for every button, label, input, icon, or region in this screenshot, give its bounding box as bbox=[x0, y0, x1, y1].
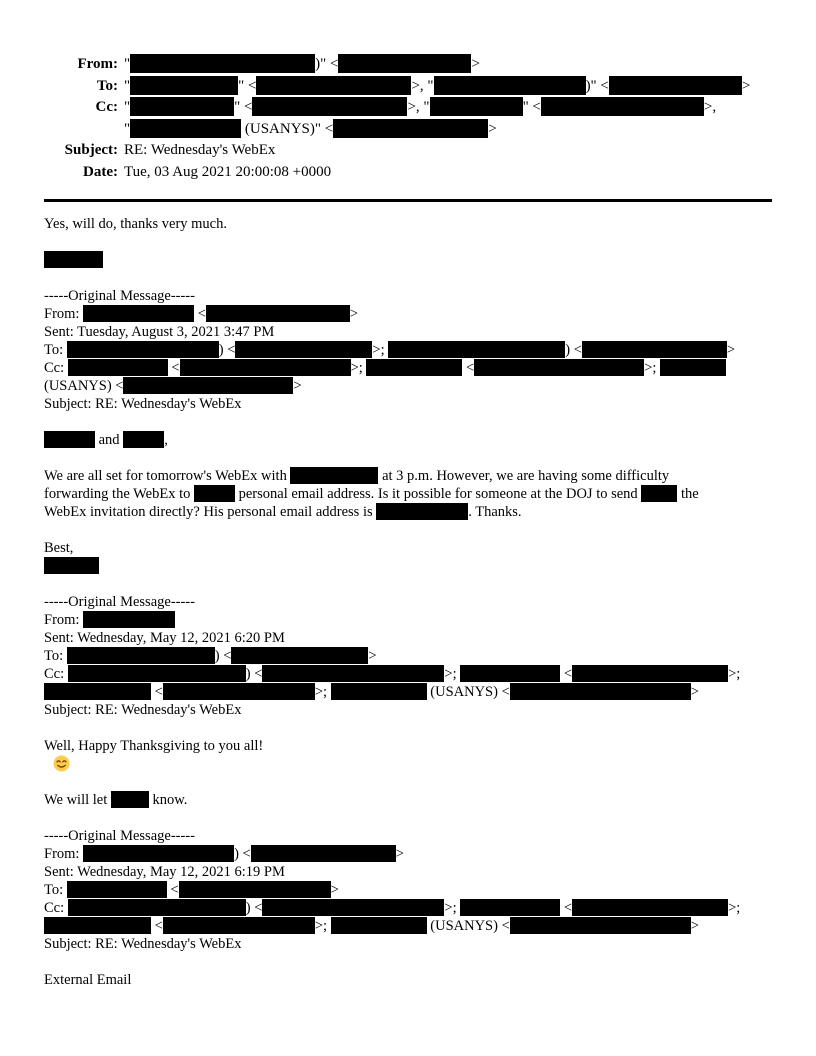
text-segment: To: bbox=[44, 647, 67, 664]
body-line bbox=[44, 935, 772, 953]
text-segment: < bbox=[151, 918, 163, 934]
header-field-row bbox=[44, 76, 772, 98]
redaction-bar bbox=[68, 665, 246, 682]
body-line bbox=[44, 323, 772, 341]
body-line bbox=[44, 611, 772, 629]
smiley-emoji bbox=[53, 755, 70, 772]
text-segment: >; bbox=[444, 665, 461, 682]
body-line bbox=[44, 503, 772, 521]
redaction-bar bbox=[474, 359, 644, 376]
redaction-bar bbox=[111, 791, 149, 808]
body-line bbox=[44, 917, 772, 935]
text-segment: (USANYS) < bbox=[426, 683, 510, 700]
text-segment: > bbox=[293, 377, 302, 394]
body-line bbox=[44, 341, 772, 359]
redaction-bar bbox=[290, 467, 378, 484]
redaction-bar bbox=[130, 119, 241, 138]
text-segment: We are all set for tomorrow's WebEx with bbox=[44, 467, 291, 484]
text-segment: > bbox=[395, 846, 404, 862]
text-segment: < bbox=[167, 359, 180, 376]
redaction-bar bbox=[434, 76, 586, 95]
header-value-line bbox=[124, 162, 772, 184]
redaction-bar bbox=[430, 97, 523, 116]
redaction-bar bbox=[163, 683, 315, 700]
blank-line bbox=[44, 449, 772, 467]
body-line bbox=[44, 485, 772, 503]
header-field-row bbox=[44, 162, 772, 184]
text-segment: Subject: RE: Wednesday's WebEx bbox=[44, 936, 242, 952]
text-segment: ) < bbox=[245, 665, 263, 682]
text-segment: Tue, 03 Aug 2021 20:00:08 +0000 bbox=[124, 163, 332, 180]
text-segment: Cc: bbox=[44, 359, 68, 376]
text-segment: WebEx invitation directly? His personal email address is bbox=[44, 503, 377, 520]
text-segment: Cc: bbox=[44, 900, 68, 916]
redaction-bar bbox=[83, 611, 175, 628]
body-line bbox=[44, 863, 772, 881]
redaction-bar bbox=[83, 845, 234, 862]
redaction-bar bbox=[123, 431, 164, 448]
body-line bbox=[44, 791, 772, 809]
text-segment: (USANYS)" < bbox=[241, 120, 334, 137]
text-segment: personal email address. Is it possible for someone at the DOJ to send bbox=[234, 485, 642, 502]
text-segment: > bbox=[690, 918, 699, 934]
redaction-bar bbox=[130, 54, 315, 73]
email-header-block bbox=[44, 54, 772, 183]
redaction-bar bbox=[572, 665, 728, 682]
redaction-bar bbox=[262, 665, 444, 682]
text-segment: From: bbox=[44, 305, 84, 322]
text-segment: < bbox=[560, 665, 573, 682]
text-segment: -----Original Message----- bbox=[44, 287, 195, 304]
text-segment: Sent: Wednesday, May 12, 2021 6:20 PM bbox=[44, 629, 285, 646]
blank-line bbox=[44, 575, 772, 593]
text-segment: Best, bbox=[44, 539, 74, 556]
header-field-value bbox=[124, 97, 772, 140]
text-segment: > bbox=[726, 341, 736, 358]
blank-line bbox=[44, 269, 772, 287]
text-segment: < bbox=[462, 359, 475, 376]
text-segment: " < bbox=[522, 99, 541, 115]
header-field-label: Date: bbox=[83, 163, 118, 180]
text-segment: Well, Happy Thanksgiving to you all! bbox=[44, 737, 267, 754]
redaction-bar bbox=[206, 305, 350, 322]
text-segment: ) < bbox=[214, 647, 232, 664]
redaction-bar bbox=[376, 503, 468, 520]
header-value-line bbox=[124, 119, 772, 141]
redaction-bar bbox=[251, 845, 396, 862]
text-segment: , bbox=[164, 431, 168, 448]
text-segment: RE: Wednesday's WebEx bbox=[124, 142, 276, 158]
redaction-bar bbox=[252, 97, 407, 116]
blank-line bbox=[44, 413, 772, 431]
redaction-bar bbox=[83, 305, 194, 322]
redaction-bar bbox=[44, 683, 151, 700]
text-segment: and bbox=[95, 431, 124, 448]
redaction-bar bbox=[256, 76, 411, 95]
text-segment: (USANYS) < bbox=[44, 377, 124, 394]
header-field-row bbox=[44, 97, 772, 140]
text-segment: -----Original Message----- bbox=[44, 593, 195, 610]
redaction-bar bbox=[388, 341, 565, 358]
text-segment: From: bbox=[44, 611, 84, 628]
text-segment: >; bbox=[728, 665, 741, 682]
text-segment: Subject: RE: Wednesday's WebEx bbox=[44, 701, 242, 718]
body-line bbox=[44, 539, 772, 557]
body-line bbox=[44, 287, 772, 305]
text-segment: ) < bbox=[218, 341, 236, 358]
text-segment: < bbox=[194, 305, 206, 322]
redaction-bar bbox=[67, 881, 167, 898]
text-segment: >, " bbox=[407, 99, 430, 115]
text-segment: forwarding the WebEx to bbox=[44, 485, 194, 502]
text-segment: > bbox=[471, 56, 480, 72]
header-value-line bbox=[124, 140, 772, 162]
text-segment: Cc: bbox=[44, 665, 68, 682]
header-field-value bbox=[124, 76, 772, 98]
redaction-bar bbox=[130, 76, 238, 95]
text-segment: >; bbox=[314, 683, 331, 700]
redaction-bar bbox=[572, 899, 728, 916]
header-divider bbox=[44, 199, 772, 202]
body-line bbox=[44, 665, 772, 683]
body-line bbox=[44, 971, 772, 989]
text-segment: > bbox=[488, 120, 497, 137]
redaction-bar bbox=[44, 431, 95, 448]
text-segment: >; bbox=[350, 359, 367, 376]
redaction-bar bbox=[44, 917, 151, 934]
text-segment: >; bbox=[644, 359, 661, 376]
blank-line bbox=[44, 719, 772, 737]
text-segment: >, bbox=[703, 99, 717, 115]
redaction-bar bbox=[194, 485, 235, 502]
text-segment: < bbox=[166, 882, 179, 898]
header-value-line bbox=[124, 54, 772, 76]
redaction-bar bbox=[44, 251, 103, 268]
text-segment: . Thanks. bbox=[468, 503, 522, 520]
text-segment: From: bbox=[44, 846, 84, 862]
redaction-bar bbox=[609, 76, 742, 95]
redaction-bar bbox=[67, 647, 215, 664]
text-segment: the bbox=[677, 485, 699, 502]
header-value-line bbox=[124, 97, 772, 119]
redaction-bar bbox=[163, 917, 315, 934]
redaction-bar bbox=[231, 647, 368, 664]
redaction-bar bbox=[582, 341, 727, 358]
body-line bbox=[44, 377, 772, 395]
header-value-line bbox=[124, 76, 772, 98]
body-line bbox=[44, 431, 772, 449]
redaction-bar bbox=[130, 97, 234, 116]
body-line bbox=[44, 593, 772, 611]
text-segment: (USANYS) < bbox=[426, 918, 510, 934]
text-segment: We will let bbox=[44, 792, 111, 808]
body-line bbox=[44, 899, 772, 917]
redaction-bar bbox=[68, 899, 246, 916]
blank-line bbox=[44, 809, 772, 827]
text-segment: > bbox=[349, 305, 359, 322]
redaction-bar bbox=[67, 341, 219, 358]
text-segment: > bbox=[330, 882, 339, 898]
header-field-value bbox=[124, 162, 772, 184]
redaction-bar bbox=[660, 359, 726, 376]
body-line bbox=[44, 557, 772, 575]
body-line bbox=[44, 359, 772, 377]
text-segment: " bbox=[124, 99, 131, 115]
body-line bbox=[44, 827, 772, 845]
text-segment: ) < bbox=[245, 900, 263, 916]
header-field-label: To: bbox=[96, 77, 118, 94]
text-segment: " bbox=[124, 120, 131, 137]
redaction-bar bbox=[331, 683, 427, 700]
body-line bbox=[44, 881, 772, 899]
text-segment: >; bbox=[372, 341, 389, 358]
body-line bbox=[44, 683, 772, 701]
redaction-bar bbox=[460, 665, 560, 682]
body-line bbox=[44, 467, 772, 485]
body-line bbox=[44, 629, 772, 647]
text-segment: > bbox=[368, 647, 377, 664]
body-line bbox=[44, 395, 772, 413]
header-field-row bbox=[44, 54, 772, 76]
header-field-label: Cc: bbox=[95, 99, 118, 115]
redaction-bar bbox=[333, 119, 488, 138]
blank-line bbox=[44, 953, 772, 971]
text-segment: >; bbox=[728, 900, 741, 916]
text-segment: >; bbox=[444, 900, 461, 916]
header-field-label: Subject: bbox=[64, 142, 118, 158]
header-field-label: From: bbox=[77, 56, 118, 72]
redaction-bar bbox=[179, 881, 331, 898]
text-segment: To: bbox=[44, 341, 67, 358]
redaction-bar bbox=[235, 341, 372, 358]
redaction-bar bbox=[262, 899, 444, 916]
blank-line bbox=[44, 773, 772, 791]
text-segment: at 3 p.m. However, we are having some difficulty bbox=[378, 467, 670, 484]
body-line bbox=[44, 737, 772, 774]
text-segment: ) < bbox=[565, 341, 582, 358]
body-line bbox=[44, 647, 772, 665]
body-line bbox=[44, 845, 772, 863]
text-segment: " < bbox=[238, 77, 257, 94]
body-line bbox=[44, 701, 772, 719]
text-segment: Subject: RE: Wednesday's WebEx bbox=[44, 395, 242, 412]
text-segment: To: bbox=[44, 882, 67, 898]
text-segment: Sent: Wednesday, May 12, 2021 6:19 PM bbox=[44, 864, 285, 880]
redaction-bar bbox=[366, 359, 462, 376]
text-segment: ) < bbox=[234, 846, 251, 862]
text-segment: )" < bbox=[315, 56, 339, 72]
redaction-bar bbox=[541, 97, 704, 116]
text-segment: " bbox=[124, 77, 131, 94]
text-segment: " < bbox=[234, 99, 253, 115]
redaction-bar bbox=[641, 485, 677, 502]
header-field-value bbox=[124, 140, 772, 162]
blank-line bbox=[44, 521, 772, 539]
redaction-bar bbox=[460, 899, 560, 916]
text-segment: > bbox=[741, 77, 751, 94]
body-line bbox=[44, 215, 772, 233]
redaction-bar bbox=[338, 54, 471, 73]
redaction-bar bbox=[331, 917, 427, 934]
text-segment: < bbox=[151, 683, 163, 700]
redaction-bar bbox=[180, 359, 351, 376]
text-segment: -----Original Message----- bbox=[44, 828, 195, 844]
text-segment: know. bbox=[148, 792, 188, 808]
text-segment: >, " bbox=[411, 77, 434, 94]
text-segment: " bbox=[124, 56, 131, 72]
text-segment: < bbox=[560, 900, 573, 916]
text-segment: )" < bbox=[585, 77, 609, 94]
redaction-bar bbox=[510, 683, 691, 700]
email-body bbox=[44, 215, 772, 990]
header-field-value bbox=[124, 54, 772, 76]
body-line bbox=[44, 305, 772, 323]
blank-line bbox=[44, 233, 772, 251]
text-segment: Yes, will do, thanks very much. bbox=[44, 215, 227, 232]
text-segment: Sent: Tuesday, August 3, 2021 3:47 PM bbox=[44, 323, 275, 340]
body-line bbox=[44, 251, 772, 269]
redaction-bar bbox=[44, 557, 99, 574]
text-segment: External Email bbox=[44, 972, 132, 988]
redaction-bar bbox=[510, 917, 691, 934]
header-field-row bbox=[44, 140, 772, 162]
redaction-bar bbox=[68, 359, 168, 376]
redaction-bar bbox=[123, 377, 293, 394]
text-segment: >; bbox=[314, 918, 331, 934]
text-segment: > bbox=[690, 683, 699, 700]
